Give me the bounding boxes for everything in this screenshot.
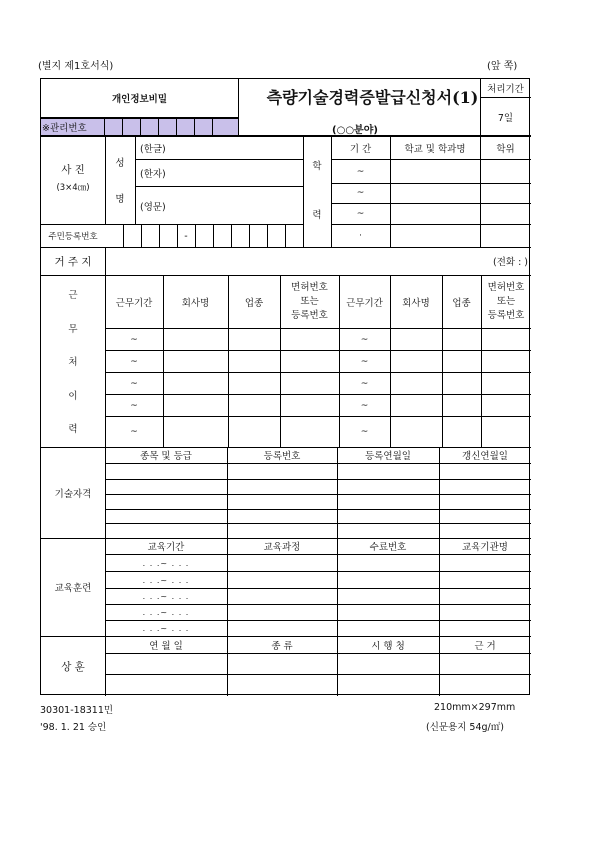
training-period-mark: . . .~ . . . [142, 624, 190, 633]
career-period-tilde: ~ [130, 356, 138, 367]
career-period-tilde: ~ [130, 334, 138, 345]
career-header-period: 근무기간 [115, 297, 153, 309]
academic-period-mark: ~ [356, 208, 365, 219]
form-subtitle: (○○분야) [332, 125, 378, 136]
training-period-mark: . . .~ . . . [142, 575, 190, 585]
name-label-top: 성 [115, 158, 125, 169]
career-period-tilde: ~ [360, 378, 369, 389]
qualification-header-type: 종목 및 등급 [140, 451, 192, 462]
career-period-tilde: ~ [360, 356, 369, 367]
training-period-mark: . . .~ . . . [142, 592, 190, 601]
name-english-label: (영문) [140, 201, 166, 213]
career-header-company: 회사명 [402, 297, 430, 309]
training-header-course: 교육과정 [263, 542, 301, 553]
application-form [40, 78, 530, 695]
career-period-tilde: ~ [360, 334, 369, 345]
career-label-char: 력 [68, 424, 78, 435]
career-header-industry: 업종 [452, 297, 471, 309]
award-label: 상 훈 [61, 660, 85, 673]
academic-period-mark: ~ [356, 188, 365, 198]
award-header-basis: 근 거 [474, 640, 496, 652]
address-label: 거 주 지 [54, 255, 92, 268]
training-label: 교육훈련 [54, 583, 92, 594]
photo-label: 사 진 [61, 163, 85, 176]
career-period-tilde: ~ [130, 400, 138, 411]
annex-label: (별지 제1호서식) [38, 61, 114, 72]
career-header-industry: 업종 [244, 297, 264, 309]
side-label: (앞 쪽) [487, 61, 518, 72]
name-korean-label: (한글) [140, 143, 166, 155]
career-period-tilde: ~ [130, 427, 138, 437]
photo-size: (3×4㎝) [56, 183, 90, 193]
academic-header-school: 학교 및 학과명 [404, 143, 466, 155]
career-header-license: 면허번호 또는 등록번호 [487, 281, 525, 321]
rrn-dash: - [184, 230, 188, 242]
academic-header-degree: 학위 [496, 143, 515, 155]
training-header-certno: 수료번호 [369, 542, 407, 553]
mgmt-no-label: ※관리번호 [42, 122, 87, 134]
form-title: 측량기술경력증발급신청서(1) [266, 88, 479, 107]
training-period-mark: . . .~ . . . [142, 558, 190, 568]
paper-type: (신문용지 54g/㎡) [426, 722, 504, 733]
career-label-char: 이 [68, 391, 78, 402]
career-header-period: 근무기간 [346, 297, 383, 309]
career-header-license: 면허번호 또는 등록번호 [291, 281, 328, 321]
name-label-bottom: 명 [115, 194, 125, 205]
paper-size: 210mm×297mm [434, 702, 516, 713]
processing-period-label: 처리기간 [487, 84, 524, 95]
academic-header-period: 기 간 [349, 143, 372, 155]
academic-period-mark: ~ [356, 166, 365, 177]
career-label-char: 무 [68, 324, 78, 335]
award-header-type: 종 류 [271, 640, 293, 652]
academic-label-top: 학 [312, 161, 322, 172]
academic-period-mark: · [359, 230, 362, 241]
qualification-header-regdate: 등록연월일 [365, 451, 411, 462]
rrn-label: 주민등록번호 [48, 232, 98, 242]
career-period-tilde: ~ [360, 427, 369, 437]
name-hanja-label: (한자) [140, 169, 166, 180]
career-period-tilde: ~ [360, 400, 369, 411]
qualification-label: 기술자격 [54, 488, 92, 500]
form-code: 30301-18311민 [40, 705, 114, 716]
career-header-company: 회사명 [181, 297, 210, 309]
address-phone: (전화 : ) [492, 257, 528, 268]
training-period-mark: . . .~ . . . [142, 608, 190, 617]
privacy-label: 개인정보비밀 [111, 94, 168, 105]
qualification-header-regno: 등록번호 [263, 451, 301, 462]
award-header-issuer: 시 행 청 [371, 640, 405, 652]
career-period-tilde: ~ [130, 378, 138, 389]
training-header-institution: 교육기관명 [462, 542, 508, 553]
career-label-char: 근 [68, 290, 78, 301]
training-header-period: 교육기간 [147, 542, 185, 553]
career-label-char: 처 [68, 357, 78, 368]
approval-date: '98. 1. 21 승인 [40, 722, 107, 733]
academic-label-bottom: 력 [312, 210, 322, 221]
award-header-date: 연 월 일 [149, 640, 183, 652]
qualification-header-renewdate: 갱신연월일 [462, 451, 508, 462]
processing-period-value: 7일 [497, 113, 514, 124]
